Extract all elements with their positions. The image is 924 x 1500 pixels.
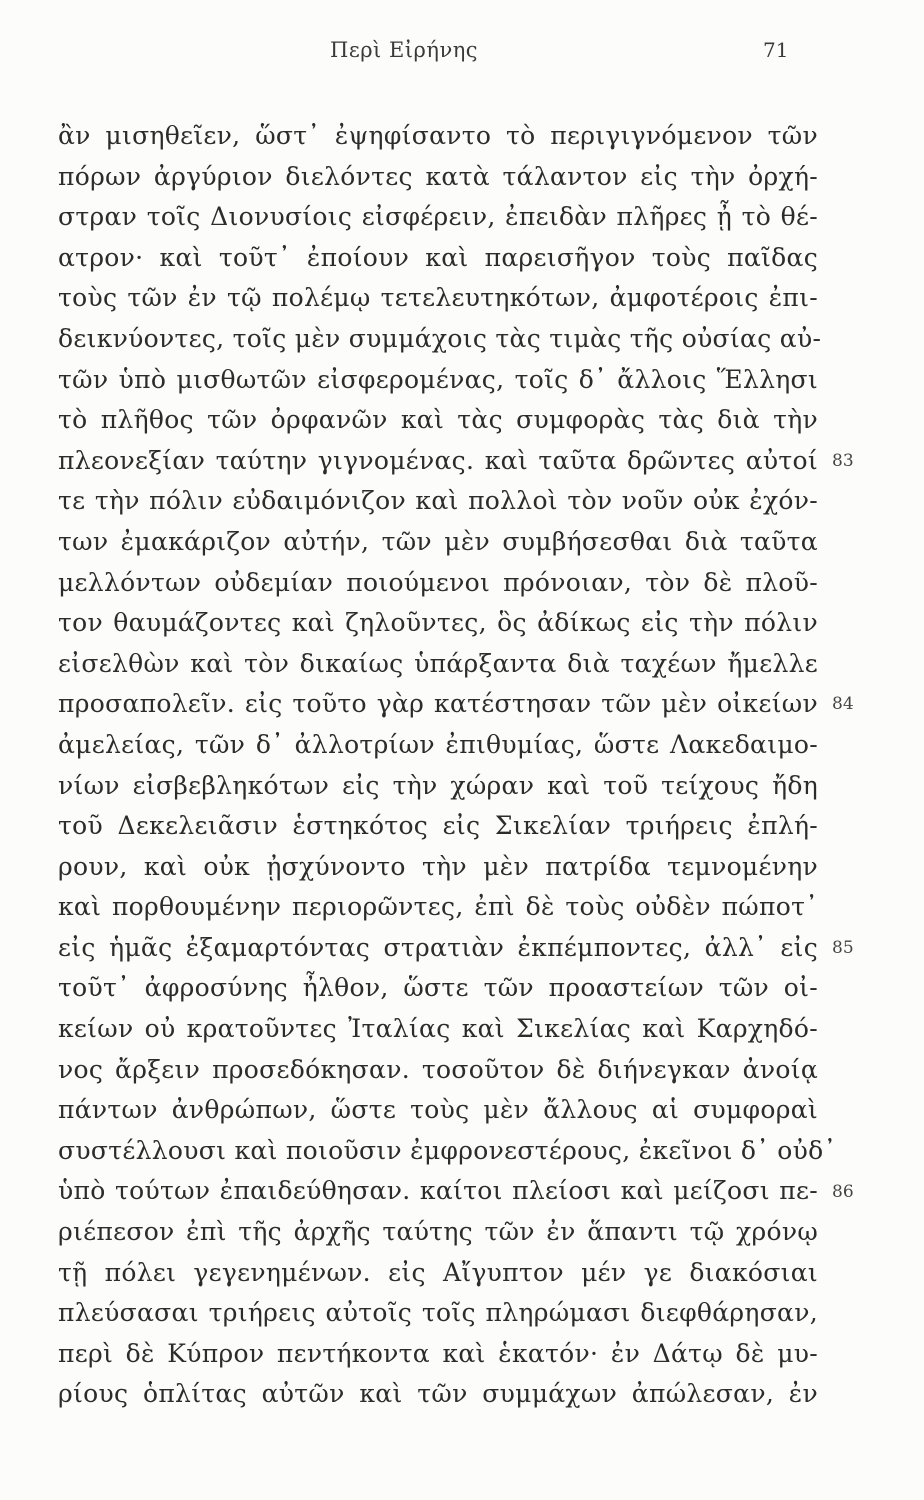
- section-number: 85: [832, 938, 854, 958]
- text-line: τοῦ Δεκελειᾶσιν ἑστηκότος εἰς Σικελίαν τριήρεις ἐπλή-: [58, 811, 818, 841]
- text-line: περὶ δὲ Κύπρον πεντήκοντα καὶ ἑκατόν· ἐν Δάτῳ δὲ μυ-: [58, 1338, 818, 1368]
- text-line: τῇ πόλει γεγενημένων. εἰς Αἴγυπτον μέν γε διακόσιαι: [58, 1257, 818, 1287]
- text-line: τοὺς τῶν ἐν τῷ πολέμῳ τετελευτηκότων, ἀμφοτέροις ἐπι-: [58, 283, 818, 313]
- text-line: νίων εἰσβεβληκότων εἰς τὴν χώραν καὶ τοῦ τείχους ἤδη: [58, 770, 818, 800]
- text-line: ὑπὸ τούτων ἐπαιδεύθησαν. καίτοι πλείοσι καὶ μείζοσι πε-: [58, 1176, 818, 1206]
- text-line: ρουν, καὶ οὐκ ᾐσχύνοντο τὴν μὲν πατρίδα τεμνομένην: [58, 851, 818, 881]
- text-line: ατρον· καὶ τοῦτ᾽ ἐποίουν καὶ παρεισῆγον τοὺς παῖδας: [58, 242, 818, 272]
- section-number: 84: [832, 694, 854, 715]
- running-head: [0, 38, 924, 68]
- text-line: στραν τοῖς Διονυσίοις εἰσφέρειν, ἐπειδὰν πλῆρες ᾖ τὸ θέ-: [58, 202, 818, 232]
- text-line: νος ἄρξειν προσεδόκησαν. τοσοῦτον δὲ διήνεγκαν ἀνοίᾳ: [58, 1054, 818, 1084]
- text-line: ρίους ὁπλίτας αὐτῶν καὶ τῶν συμμάχων ἀπώλεσαν, ἐν: [58, 1379, 818, 1409]
- text-line: εἰσελθὼν καὶ τὸν δικαίως ὑπάρξαντα διὰ ταχέων ἤμελλε: [58, 648, 818, 678]
- text-line: τῶν ὑπὸ μισθωτῶν εἰσφερομένας, τοῖς δ᾽ ἄλλοις Ἕλλησι: [58, 364, 818, 394]
- section-number: 86: [832, 1181, 854, 1202]
- text-line: πλεύσασαι τριήρεις αὐτοῖς τοῖς πληρώμασι διεφθάρησαν,: [58, 1298, 818, 1328]
- text-line: μελλόντων οὐδεμίαν ποιούμενοι πρόνοιαν, τὸν δὲ πλοῦ-: [58, 567, 818, 597]
- text-line: ἂν μισηθεῖεν, ὥστ᾽ ἐψηφίσαντο τὸ περιγιγνόμενον τῶν: [58, 121, 818, 150]
- text-line: των ἐμακάριζον αὐτήν, τῶν μὲν συμβήσεσθαι διὰ ταῦτα: [58, 526, 818, 556]
- text-line: ριέπεσον ἐπὶ τῆς ἀρχῆς ταύτης τῶν ἐν ἅπαντι τῷ χρόνῳ: [58, 1217, 818, 1247]
- running-title: Περὶ Εἰρήνης: [330, 38, 479, 62]
- text-line: τοῦτ᾽ ἀφροσύνης ἦλθον, ὥστε τῶν προαστείων τῶν οἰ-: [58, 973, 818, 1003]
- section-number: 83: [832, 450, 854, 471]
- text-line: συστέλλουσι καὶ ποιοῦσιν ἐμφρονεστέρους, ἐκεῖνοι δ᾽ οὐδ᾽: [58, 1135, 837, 1165]
- text-line: τε τὴν πόλιν εὐδαιμόνιζον καὶ πολλοὶ τὸν νοῦν οὐκ ἐχόν-: [58, 486, 818, 516]
- text-line: καὶ πορθουμένην περιορῶντες, ἐπὶ δὲ τοὺς οὐδὲν πώποτ᾽: [58, 892, 818, 922]
- text-line: προσαπολεῖν. εἰς τοῦτο γὰρ κατέστησαν τῶν μὲν οἰκείων: [58, 689, 818, 719]
- text-line: πάντων ἀνθρώπων, ὥστε τοὺς μὲν ἄλλους αἱ συμφοραὶ: [58, 1095, 818, 1125]
- text-line: κείων οὐ κρατοῦντες Ἰταλίας καὶ Σικελίας καὶ Καρχηδό-: [58, 1014, 818, 1044]
- body-text: [58, 116, 837, 1415]
- text-line: τὸ πλῆθος τῶν ὀρφανῶν καὶ τὰς συμφορὰς τὰς διὰ τὴν: [58, 405, 818, 435]
- text-line: πλεονεξίαν ταύτην γιγνομένας. καὶ ταῦτα δρῶντες αὐτοί: [58, 445, 818, 475]
- page-number: 71: [763, 38, 789, 62]
- text-line: εἰς ἡμᾶς ἐξαμαρτόντας στρατιὰν ἐκπέμποντες, ἀλλ᾽ εἰς: [58, 932, 818, 962]
- text-line: τον θαυμάζοντες καὶ ζηλοῦντες, ὃς ἀδίκως εἰς τὴν πόλιν: [58, 608, 818, 638]
- text-line: δεικνύοντες, τοῖς μὲν συμμάχοις τὰς τιμὰς τῆς οὐσίας αὐ-: [58, 323, 822, 353]
- text-line: πόρων ἀργύριον διελόντες κατὰ τάλαντον εἰς τὴν ὀρχή-: [58, 161, 818, 191]
- text-line: ἀμελείας, τῶν δ᾽ ἀλλοτρίων ἐπιθυμίας, ὥστε Λακεδαιμο-: [58, 729, 818, 759]
